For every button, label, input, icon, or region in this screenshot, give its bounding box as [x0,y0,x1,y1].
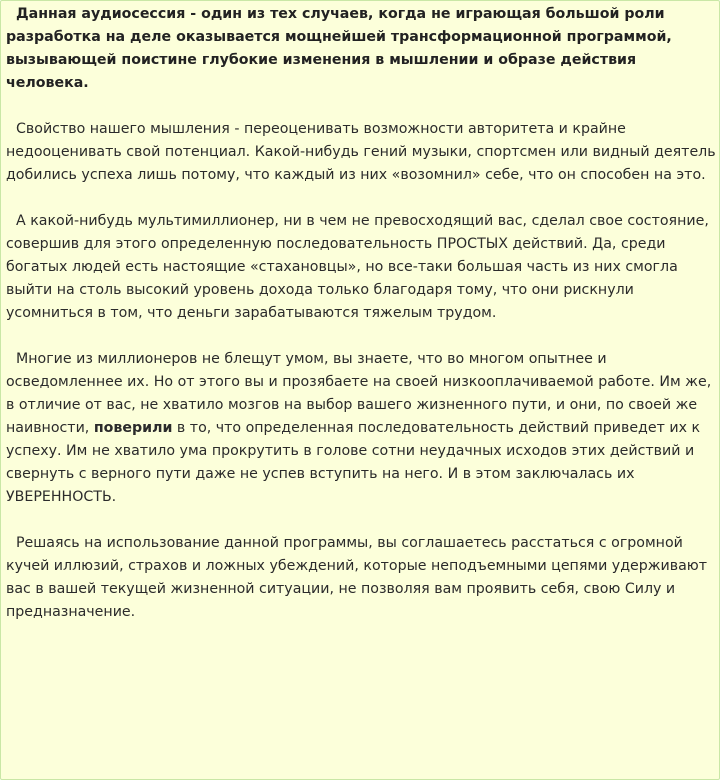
paragraph-3 [6,348,716,509]
paragraph-3-text-b: в то, что определенная последовательность действий приведет их к успеху. Им не хватило ума прокрутить в голове сотни неудачных исходов этих действий и свернуть с верного пути даже не успев вступить на него. И в этом заключалась их УВЕРЕННОСТЬ. [6,420,701,505]
paragraph-3-text-a: Многие из миллионеров не блещут умом, вы знаете, что во многом опытнее и осведомленнее их. Но от этого вы и прозябаете на своей низкооплачиваемой работе. Им же, в отличие от вас, не хватило мозгов на выбор вашего жизненного пути, и они, по своей же наивности, [6,351,712,436]
paragraph-3-emphasis: поверили [93,420,173,436]
paragraph-2: А какой-нибудь мультимиллионер, ни в чем не превосходящий вас, сделал свое состояние, совершив для этого определенную последовательность ПРОСТЫХ действий. Да, среди богатых людей есть настоящие «стахановцы», но все-таки большая часть из них смогла выйти на столь высокий уровень дохода только благодаря тому, что они рискнули усомниться в том, что деньги зарабатываются тяжелым трудом. [6,213,709,321]
paragraph-1: Свойство нашего мышления - переоценивать возможности авторитета и крайне недооценивать свой потенциал. Какой-нибудь гений музыки, спортсмен или видный деятель добились успеха лишь потому, что каждый из них «возомнил» себе, что он способен на это. [6,121,716,183]
paragraph-4: Решаясь на использование данной программы, вы соглашаетесь расстаться с огромной кучей иллюзий, страхов и ложных убеждений, которые неподъемными цепями удерживают вас в вашей текущей жизненной ситуации, не позволяя вам проявить себя, свою Силу и предназначение. [6,535,708,620]
lead-paragraph: Данная аудиосессия - один из тех случаев, когда не играющая большой роли разработка на деле оказывается мощнейшей трансформационной программой, вызывающей поистине глубокие изменения в мышлении и образе действия человека. [6,6,672,91]
article-body [6,3,716,647]
